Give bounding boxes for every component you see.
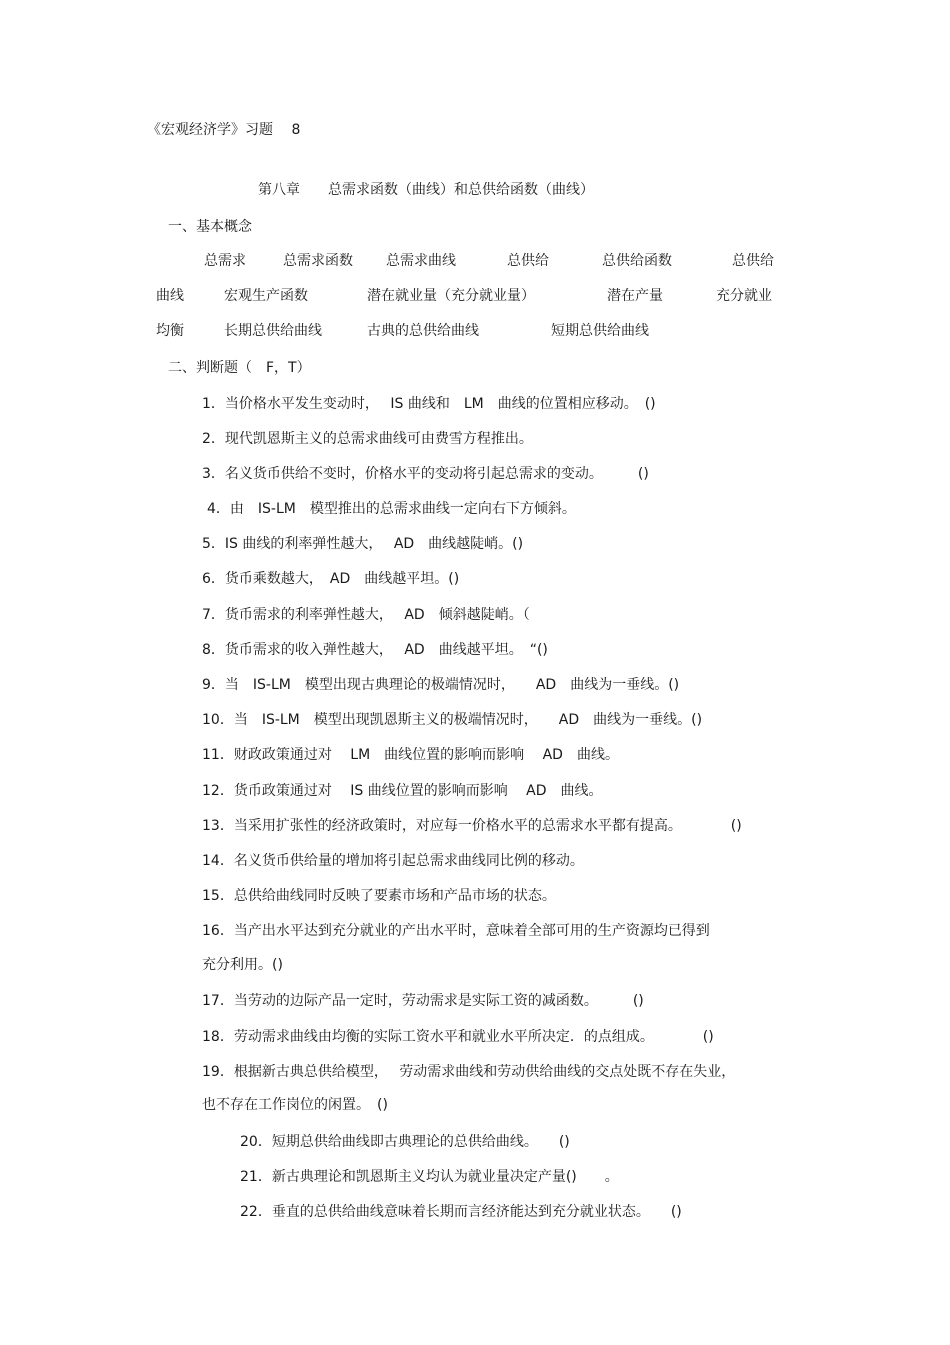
concept-item: 总供给函数	[602, 253, 672, 269]
concept-item: 长期总供给曲线	[224, 323, 322, 339]
concept-item: 潜在就业量（充分就业量）	[367, 288, 535, 304]
concept-item: 曲线	[156, 288, 184, 304]
question-item: 19．根据新古典总供给模型， 劳动需求曲线和劳动供给曲线的交点处既不存在失业，	[202, 1064, 736, 1080]
concept-item: 古典的总供给曲线	[367, 323, 479, 339]
section-heading-true-false: 二、判断题（ F，T）	[168, 360, 311, 376]
concept-item: 宏观生产函数	[224, 288, 308, 304]
concept-item: 短期总供给曲线	[551, 323, 649, 339]
question-item: 14．名义货币供给量的增加将引起总需求曲线同比例的移动。	[202, 853, 584, 869]
question-item: 5．IS 曲线的利率弹性越大， AD 曲线越陡峭。()	[202, 536, 524, 552]
question-item: 7．货币需求的利率弹性越大， AD 倾斜越陡峭。（	[202, 607, 530, 623]
section-heading-concepts: 一、基本概念	[168, 219, 252, 235]
chapter-title: 第八章 总需求函数（曲线）和总供给函数（曲线）	[258, 182, 594, 198]
concept-item: 总供给	[507, 253, 549, 269]
concept-item: 总供给	[732, 253, 774, 269]
question-item: 21．新古典理论和凯恩斯主义均认为就业量决定产量() 。	[240, 1169, 619, 1185]
question-item: 10．当 IS-LM 模型出现凯恩斯主义的极端情况时， AD 曲线为一垂线。()	[202, 712, 703, 728]
concept-item: 均衡	[156, 323, 184, 339]
question-item: 2．现代凯恩斯主义的总需求曲线可由费雪方程推出。	[202, 431, 533, 447]
question-item-continued: 充分利用。()	[202, 957, 283, 973]
concept-item: 潜在产量	[607, 288, 663, 304]
question-item: 3．名义货币供给不变时，价格水平的变动将引起总需求的变动。 ()	[202, 466, 649, 482]
concept-item: 总需求	[204, 253, 246, 269]
question-item: 17．当劳动的边际产品一定时，劳动需求是实际工资的减函数。 ()	[202, 993, 644, 1009]
question-item: 11．财政政策通过对 LM 曲线位置的影响而影响 AD 曲线。	[202, 747, 619, 763]
question-item: 20．短期总供给曲线即古典理论的总供给曲线。 ()	[240, 1134, 570, 1150]
question-item: 16．当产出水平达到充分就业的产出水平时，意味着全部可用的生产资源均已得到	[202, 923, 710, 939]
question-item: 22．垂直的总供给曲线意味着长期而言经济能达到充分就业状态。 ()	[240, 1204, 682, 1220]
document-title: 《宏观经济学》习题 8	[147, 122, 301, 138]
question-item: 9．当 IS-LM 模型出现古典理论的极端情况时， AD 曲线为一垂线。()	[202, 677, 680, 693]
question-item-continued: 也不存在工作岗位的闲置。 ()	[202, 1097, 388, 1113]
question-item: 4．由 IS-LM 模型推出的总需求曲线一定向右下方倾斜。	[207, 501, 576, 517]
concept-item: 总需求函数	[283, 253, 353, 269]
question-item: 18．劳动需求曲线由均衡的实际工资水平和就业水平所决定．的点组成。 ()	[202, 1029, 714, 1045]
question-item: 12．货币政策通过对 IS 曲线位置的影响而影响 AD 曲线。	[202, 783, 603, 799]
question-item: 8．货币需求的收入弹性越大， AD 曲线越平坦。 “()	[202, 642, 548, 658]
question-item: 6．货币乘数越大， AD 曲线越平坦。()	[202, 571, 460, 587]
question-item: 15．总供给曲线同时反映了要素市场和产品市场的状态。	[202, 888, 556, 904]
question-item: 13．当采用扩张性的经济政策时，对应每一价格水平的总需求水平都有提高。 ()	[202, 818, 742, 834]
question-item: 1．当价格水平发生变动时， IS 曲线和 LM 曲线的位置相应移动。 ()	[202, 396, 656, 412]
concept-item: 充分就业	[716, 288, 772, 304]
concept-item: 总需求曲线	[386, 253, 456, 269]
